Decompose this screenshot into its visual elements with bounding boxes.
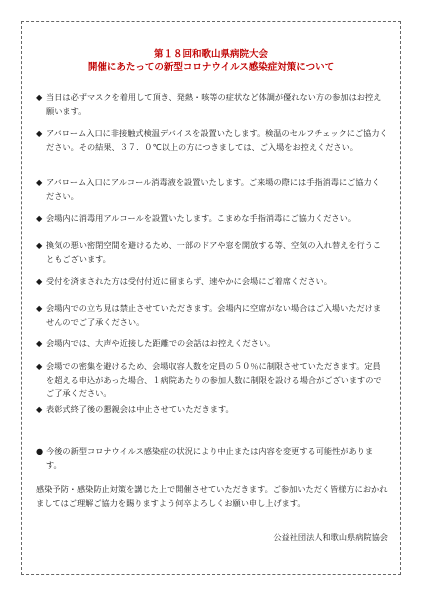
list-item [36, 302, 388, 329]
list-item [36, 275, 388, 289]
signature: 公益社団法人和歌山県病院協会 [273, 532, 388, 542]
list-item [36, 91, 388, 118]
diamond-bullet-icon: ◆ [36, 240, 43, 250]
list-item-text: 当日は必ずマスクを着用して頂き、発熱・咳等の症状など体調が優れない方の参加はお控え願います。 [46, 92, 382, 116]
list-item [36, 176, 388, 203]
diamond-bullet-icon: ◆ [36, 92, 43, 102]
list-item [36, 360, 388, 401]
notice-text: 今後の新型コロナウイルス感染症の状況により中止または内容を変更する可能性があります。 [46, 446, 374, 470]
diamond-bullet-icon: ◆ [36, 404, 43, 414]
list-item [36, 403, 388, 417]
list-item-text: アバローム入口にアルコール消毒液を設置いたします。ご来場の際には手指消毒にご協力ください。 [46, 177, 380, 201]
list-item-text: 換気の悪い密閉空間を避けるため、一部のドアや窓を開放する等、空気の入れ替えを行うこともございます。 [46, 240, 382, 264]
diamond-bullet-icon: ◆ [36, 338, 43, 348]
list-item [36, 337, 388, 351]
diamond-bullet-icon: ◆ [36, 303, 43, 313]
list-item-text: 会場内での立ち見は禁止させていただきます。会場内に空席がない場合はご入場いただけませんのでご了承ください。 [46, 303, 382, 327]
list-item-text: アバローム入口に非接触式検温デバイスを設置いたします。検温のセルフチェックにご協力ください。その結果、３７．０℃以上の方につきましては、ご入場をお控えください。 [46, 128, 388, 152]
diamond-bullet-icon: ◆ [36, 213, 43, 223]
diamond-bullet-icon: ◆ [36, 276, 43, 286]
closing-paragraph: 感染予防・感染防止対策を講じた上で開催させていただきます。ご参加いただく皆様方におかれましてはご理解ご協力を賜りますよう何卒よろしくお願い申し上げます。 [36, 484, 388, 508]
circle-bullet-icon: ● [36, 446, 44, 456]
list-item-text: 会場での密集を避けるため、会場収容人数を定員の５０％に制限させていただきます。定員を超える申込があった場合、１病院あたりの参加人数に制限を設ける場合がございますのでご了承ください。 [46, 361, 382, 398]
diamond-bullet-icon: ◆ [36, 177, 43, 187]
list-item-text: 会場内に消毒用アルコールを設置いたします。こまめな手指消毒にご協力ください。 [46, 213, 356, 223]
notice-item [36, 445, 388, 472]
list-item-text: 受付を済まされた方は受付付近に留まらず、速やかに会場にご着席ください。 [46, 276, 332, 286]
page-subtitle: 開催にあたっての新型コロナウイルス感染症対策について [87, 62, 335, 73]
list-item-text: 会場内では、大声や近接した距離での会話はお控えください。 [46, 338, 276, 348]
list-item [36, 212, 388, 226]
list-item-text: 表彰式終了後の懇親会は中止させていただきます。 [46, 404, 234, 414]
list-item [36, 127, 388, 154]
list-item [36, 239, 388, 266]
diamond-bullet-icon: ◆ [36, 128, 43, 138]
diamond-bullet-icon: ◆ [36, 361, 43, 371]
page-title: 第１８回和歌山県病院大会 [153, 49, 268, 60]
